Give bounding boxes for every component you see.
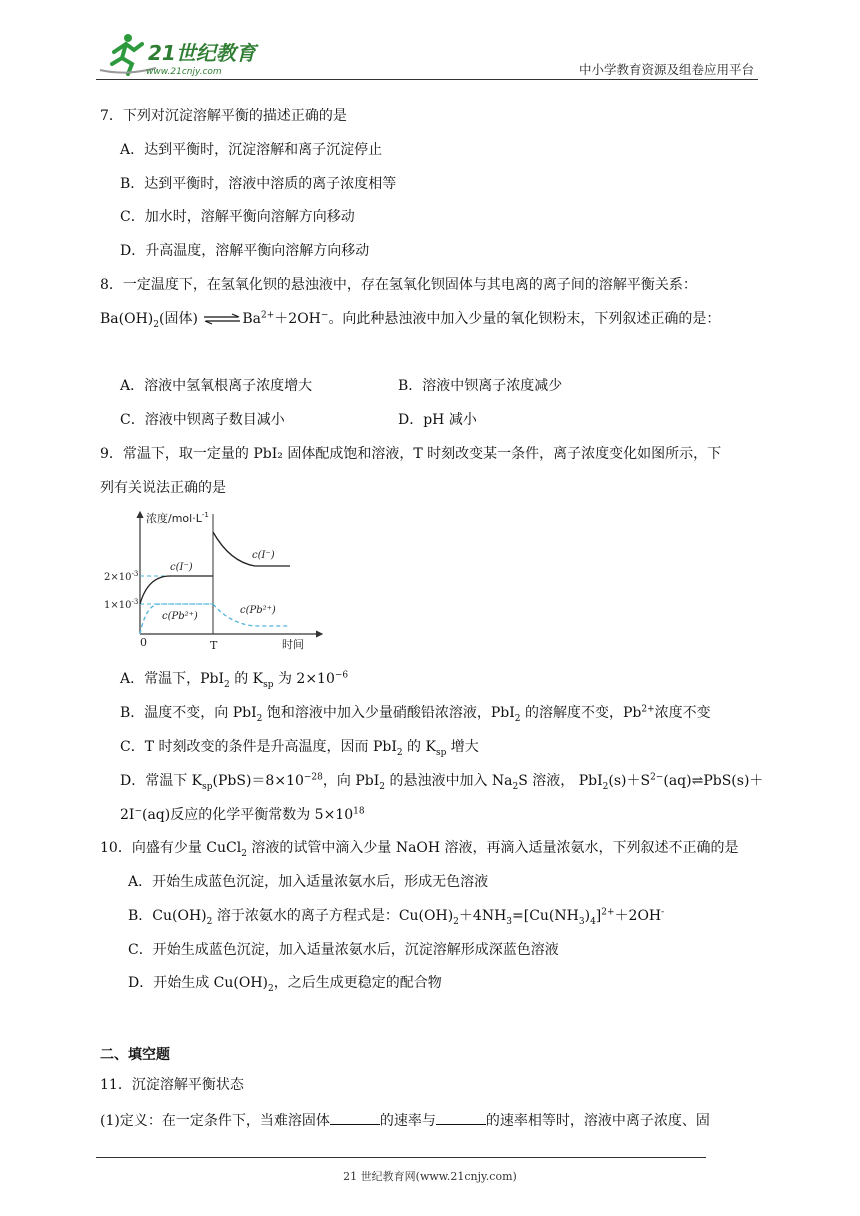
label-iodide-1: c(I⁻) [170, 562, 193, 573]
origin-label: 0 [140, 636, 147, 649]
x-axis-label: 时间 [282, 638, 304, 651]
q9-stem-line1: 9．常温下，取一定量的 PbI₂ 固体配成饱和溶液，T 时刻改变某一条件，离子浓度变化如图所示，下 [100, 446, 722, 462]
concentration-graph [100, 506, 330, 652]
tick-1e-3: $1\times 10^{-3}$ [104, 598, 139, 611]
q10-option-c: C．开始生成蓝色沉淀，加入适量浓氨水后，沉淀溶解形成深蓝色溶液 [128, 942, 559, 958]
q9-option-c: C．T 时刻改变的条件是升高温度，因而 PbI$_2$ 的 $K_{sp}$ 增大 [120, 739, 479, 758]
series-iodide-before [140, 576, 213, 604]
q10-stem: 10．向盛有少量 CuCl$_2$ 溶液的试管中滴入少量 NaOH 溶液，再滴入适量浓氨水，下列叙述不正确的是 [100, 840, 739, 859]
q10-option-a: A．开始生成蓝色沉淀，加入适量浓氨水后，形成无色溶液 [128, 874, 489, 890]
q8-option-b: B．溶液中钡离子浓度减少 [398, 378, 563, 394]
q7-stem: 7．下列对沉淀溶解平衡的描述正确的是 [100, 108, 347, 124]
q7-option-d: D．升高温度，溶解平衡向溶解方向移动 [120, 243, 370, 259]
q8-option-a: A．溶液中氢氧根离子浓度增大 [120, 378, 313, 394]
q7-option-a: A．达到平衡时，沉淀溶解和离子沉淀停止 [120, 142, 383, 158]
section-title: 二、填空题 [100, 1047, 170, 1063]
y-axis-label: 浓度$/mol\cdot L^{-1}$ [146, 511, 209, 525]
q8-option-d: D．pH 减小 [398, 412, 477, 428]
q9-option-a: A．常温下，PbI$_2$ 的 $K_{sp}$ 为 $2\times 10^{-6}$ [120, 670, 349, 690]
answer-blank-1[interactable] [330, 1110, 380, 1125]
label-iodide-2: c(I⁻) [252, 550, 275, 561]
equilibrium-arrow-icon [202, 313, 242, 325]
q10-option-b: B．$Cu(OH)_2$ 溶于浓氨水的离子方程式是：$Cu(OH)_2+4NH_3=[Cu(NH_3)_4]^{2+}+2OH^-$ [128, 907, 665, 927]
t-label: T [210, 639, 218, 652]
platform-label: 中小学教育资源及组卷应用平台 [578, 62, 754, 77]
answer-blank-2[interactable] [436, 1110, 486, 1125]
q10-option-d: D．开始生成 $Cu(OH)_2$，之后生成更稳定的配合物 [128, 975, 442, 994]
q9-option-d-line1: D．常温下 $K_{sp}(PbS)=8\times 10^{-28}$，向 PbI$_2$ 的悬浊液中加入 $Na_2S$ 溶液， $PbI_2(s)+S^{2-}(aq)\rightleftharpoons PbS(s)+$ [120, 772, 764, 792]
footer-divider [96, 1157, 706, 1158]
q8-stem-line2: $Ba(OH)_2$(固体) $Ba^{2+}+2OH^-$。向此种悬浊液中加入少量的氧化钡粉末，下列叙述正确的是： [100, 310, 721, 330]
logo-text: 21世纪教育 [148, 41, 256, 65]
footer-text: 21 世纪教育网(www.21cnjy.com) [343, 1170, 517, 1183]
q7-option-b: B．达到平衡时，溶液中溶质的离子浓度相等 [120, 176, 397, 192]
q7-option-c: C．加水时，溶解平衡向溶解方向移动 [120, 209, 355, 225]
q9-option-b: B．温度不变，向 PbI$_2$ 饱和溶液中加入少量硝酸铅浓溶液，PbI$_2$ 的溶解度不变，$Pb^{2+}$浓度不变 [120, 704, 711, 724]
tick-2e-3: $2\times 10^{-3}$ [104, 570, 139, 583]
header-divider [96, 79, 758, 80]
label-lead-1: c(Pb²⁺) [162, 611, 198, 622]
q9-stem-line2: 列有关说法正确的是 [100, 480, 226, 496]
label-lead-2: c(Pb²⁺) [240, 605, 276, 616]
q9-option-d-line2: 2I−(aq)反应的化学平衡常数为 $5\times 10^{18}$ [120, 806, 365, 823]
q11-stem: 11．沉淀溶解平衡状态 [100, 1077, 244, 1093]
logo-url: www.21cnjy.com [146, 67, 222, 77]
site-logo [96, 30, 266, 78]
q11-definition: (1)定义：在一定条件下，当难溶固体 的速率与 的速率相等时，溶液中离子浓度、固 [100, 1110, 710, 1130]
q8-stem-line1: 8．一定温度下，在氢氧化钡的悬浊液中，存在氢氧化钡固体与其电离的离子间的溶解平衡关系： [100, 277, 697, 293]
q8-option-c: C．溶液中钡离子数目减小 [120, 412, 285, 428]
